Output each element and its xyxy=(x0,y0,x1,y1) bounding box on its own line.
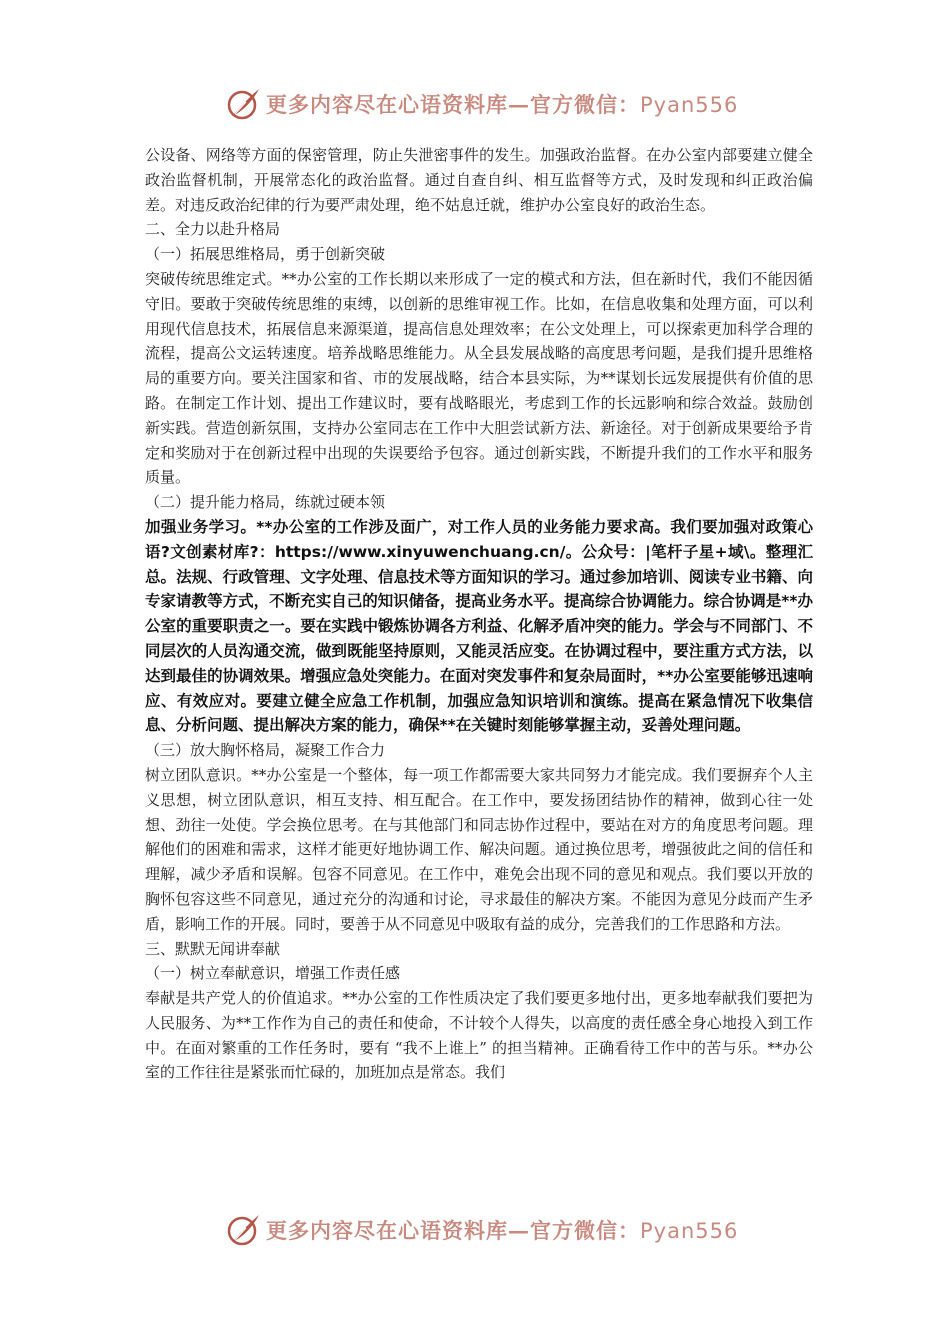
quill-logo-icon xyxy=(226,86,262,122)
header-banner xyxy=(226,84,739,124)
paragraph: 突破传统思维定式。**办公室的工作长期以来形成了一定的模式和方法，但在新时代，我们不能因循守旧。要敢于突破传统思维的束缚，以创新的思维审视工作。比如，在信息收集和处理方面，可以利用现代信息技术，拓展信息来源渠道，提高信息处理效率；在公文处理上，可以探索更加科学合理的流程，提高公文运转速度。培养战略思维能力。从全县发展战略的高度思考问题，是我们提升思维格局的重要方向。要关注国家和省、市的发展战略，结合本县实际，为**谋划长远发展提供有价值的思路。在制定工作计划、提出工作建议时，要有战略眼光，考虑到工作的长远影响和综合效益。鼓励创新实践。营造创新氛围，支持办公室同志在工作中大胆尝试新方法、新途径。对于创新成果要给予肯定和奖励对于在创新过程中出现的失误要给予包容。通过创新实践，不断提升我们的工作水平和服务质量。 xyxy=(145,269,813,487)
document-body xyxy=(145,143,813,1085)
section-heading: 二、全力以赴升格局 xyxy=(145,220,281,239)
paragraph: 奉献是共产党人的价值追求。**办公室的工作性质决定了我们要更多地付出，更多地奉献我们要把为人民服务、为**工作作为自己的责任和使命，不计较个人得失，以高度的责任感全身心地投入到工作中。在面对繁重的工作任务时，要有 “我不上谁上” 的担当精神。正确看待工作中的苦与乐。**办公室的工作往往是紧张而忙碌的，加班加点是常态。我们 xyxy=(145,989,813,1082)
banner-main-text: 更多内容尽在心语资料库—官方微信： xyxy=(266,1218,640,1243)
subsection-heading: （二）提升能力格局，练就过硬本领 xyxy=(145,493,386,512)
subsection-heading: （三）放大胸怀格局，凝聚工作合力 xyxy=(145,741,386,760)
wechat-id: Pyan556 xyxy=(640,1219,739,1243)
quill-logo-icon xyxy=(226,1212,262,1248)
subsection-heading: （一）树立奉献意识，增强工作责任感 xyxy=(145,964,401,983)
section-heading: 三、默默无闻讲奉献 xyxy=(145,939,281,958)
wechat-id: Pyan556 xyxy=(640,93,739,117)
banner-text xyxy=(266,1215,738,1245)
paragraph: 公设备、网络等方面的保密管理，防止失泄密事件的发生。加强政治监督。在办公室内部要建立健全政治监督机制，开展常态化的政治监督。通过自查自纠、相互监督等方式，及时发现和纠正政治偏差。对违反政治纪律的行为要严肃处理，绝不姑息迁就，维护办公室良好的政治生态。 xyxy=(145,146,813,214)
banner-main-text: 更多内容尽在心语资料库—官方微信： xyxy=(266,92,640,117)
bold-paragraph: 加强业务学习。**办公室的工作涉及面广，对工作人员的业务能力要求高。我们要加强对政策心语?文创素材库?：https://www.xinyuwenchuang.cn/。公众号：|笔杆子星+域\。整理汇总。法规、行政管理、文字处理、信息技术等方面知识的学习。通过参加培训、阅读专业书籍、向专家请教等方式，不断充实自己的知识储备，提高业务水平。提高综合协调能力。综合协调是**办公室的重要职责之一。要在实践中锻炼协调各方利益、化解矛盾冲突的能力。学会与不同部门、不同层次的人员沟通交流，做到既能坚持原则，又能灵活应变。在协调过程中，要注重方式方法，以达到最佳的协调效果。增强应急处突能力。在面对突发事件和复杂局面时，**办公室要能够迅速响应、有效应对。要建立健全应急工作机制，加强应急知识培训和演练。提高在紧急情况下收集信息、分析问题、提出解决方案的能力，确保**在关键时刻能够掌握主动，妥善处理问题。 xyxy=(145,517,813,735)
subsection-heading: （一）拓展思维格局，勇于创新突破 xyxy=(145,245,386,264)
paragraph: 树立团队意识。**办公室是一个整体，每一项工作都需要大家共同努力才能完成。我们要摒弃个人主义思想，树立团队意识，相互支持、相互配合。在工作中，要发扬团结协作的精神，做到心往一处想、劲往一处使。学会换位思考。在与其他部门和同志协作过程中，要站在对方的角度思考问题。理解他们的困难和需求，这样才能更好地协调工作、解决问题。通过换位思考，增强彼此之间的信任和理解，减少矛盾和误解。包容不同意见。在工作中，难免会出现不同的意见和观点。我们要以开放的胸怀包容这些不同意见，通过充分的沟通和讨论，寻求最佳的解决方案。不能因为意见分歧而产生矛盾，影响工作的开展。同时，要善于从不同意见中吸取有益的成分，完善我们的工作思路和方法。 xyxy=(145,765,813,933)
footer-banner xyxy=(226,1210,739,1250)
banner-text xyxy=(266,89,738,119)
